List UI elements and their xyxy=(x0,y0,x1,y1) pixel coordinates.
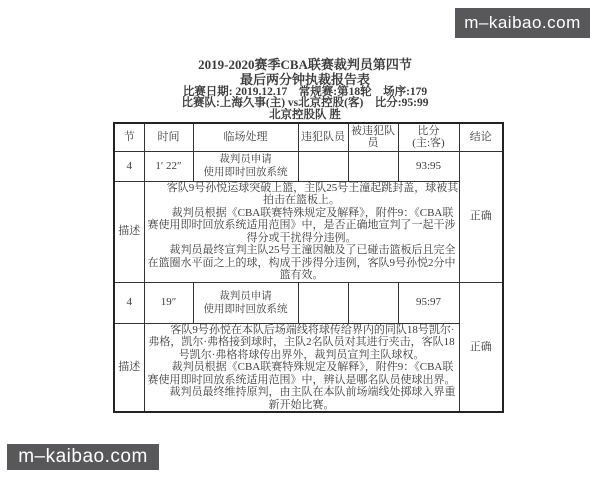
col-header-score xyxy=(398,123,459,151)
score-cell: 95:97 xyxy=(398,282,459,323)
col-header-score-line1: 比分 xyxy=(417,124,440,137)
col-header-score-line2: (主:客) xyxy=(412,137,445,150)
handling-cell xyxy=(193,151,298,181)
watermark-top-right xyxy=(455,8,590,38)
desc-text-cell xyxy=(144,323,459,412)
desc-paragraph: 客队9号孙悦运球突破上篮，主队25号王潼起跳封盖，球被其拍击在篮板上。 xyxy=(166,181,459,206)
match-winner-line: 北京控股队 胜 xyxy=(269,108,341,121)
watermark-text: m–kaibao.com xyxy=(464,13,581,32)
report-title-line2: 最后两分钟执裁报告表 xyxy=(239,72,370,87)
incident-1-description-row xyxy=(114,181,503,282)
desc-paragraph: 客队9号孙悦在本队后场端线将球传给界内的同队18号凯尔·弗格，凯尔·弗格接到球时，主队2名队员对其进行夹击，客队18号凯尔·弗格将球传出界外，裁判员宣判主队球权。 xyxy=(148,323,455,361)
time-cell: 1′ 22″ xyxy=(144,151,193,181)
match-teams-line: 比赛队:上海久事(主) vs北京控股(客) 比分:95:99 xyxy=(181,97,429,110)
col-header-period: 节 xyxy=(114,123,144,151)
desc-label-cell: 描述 xyxy=(114,323,144,412)
desc-label-cell: 描述 xyxy=(114,181,144,282)
offended-cell xyxy=(348,282,398,323)
period-cell: 4 xyxy=(114,282,144,323)
col-header-offended: 被违犯队员 xyxy=(348,123,398,151)
desc-paragraph: 裁判员最终维持原判，由主队在本队前场端线处掷球入界重新开始比赛。 xyxy=(169,386,456,411)
col-header-handling: 临场处理 xyxy=(193,123,298,151)
offended-cell xyxy=(348,151,398,181)
handling-line1: 裁判员申请 xyxy=(219,154,272,165)
watermark-bottom-left xyxy=(7,444,159,470)
offender-cell xyxy=(298,151,348,181)
report-title-block xyxy=(105,57,505,121)
report-title-line1: 2019-2020赛季CBA联赛裁判员第四节 xyxy=(198,57,412,72)
table-header-row xyxy=(114,123,503,151)
incident-2-event-row xyxy=(114,282,503,323)
desc-paragraph: 裁判员根据《CBA联赛特殊规定及解释》，附件9：《CBA联赛使用即时回放系统适用范围》中，辨认是哪名队员使球出界。 xyxy=(147,361,456,386)
conclusion-cell: 正确 xyxy=(459,151,503,282)
match-date-line: 比赛日期: 2019.12.17 常规赛:第18轮 场序:179 xyxy=(182,86,428,98)
handling-line2: 使用即时回放系统 xyxy=(203,167,288,178)
desc-text-cell xyxy=(144,181,459,282)
col-header-time: 时间 xyxy=(144,123,193,151)
score-cell: 93:95 xyxy=(398,151,459,181)
watermark-text: m–kaibao.com xyxy=(18,446,148,467)
col-header-offender: 违犯队员 xyxy=(298,123,348,151)
incident-1-event-row xyxy=(114,151,503,181)
time-cell: 19″ xyxy=(144,282,193,323)
incident-2-description-row xyxy=(114,323,503,412)
conclusion-cell: 正确 xyxy=(459,282,503,412)
handling-line2: 使用即时回放系统 xyxy=(203,303,288,315)
handling-line1: 裁判员申请 xyxy=(219,290,272,302)
offender-cell xyxy=(298,282,348,323)
period-cell: 4 xyxy=(114,151,144,181)
desc-paragraph: 裁判员根据《CBA联赛特殊规定及解释》，附件9：《CBA联赛使用即时回放系统适用范围》中，是否正确地宣判了一起干涉得分或干扰得分违例。 xyxy=(147,206,456,244)
incident-table xyxy=(113,122,504,413)
col-header-conclusion: 结论 xyxy=(459,123,503,151)
handling-cell xyxy=(193,282,298,323)
desc-paragraph: 裁判员最终宣判主队25号王潼因触及了已碰击篮板后且完全在篮圈水平面之上的球，构成干涉得分违例，客队9号孙悦2分中篮有效。 xyxy=(147,244,456,281)
